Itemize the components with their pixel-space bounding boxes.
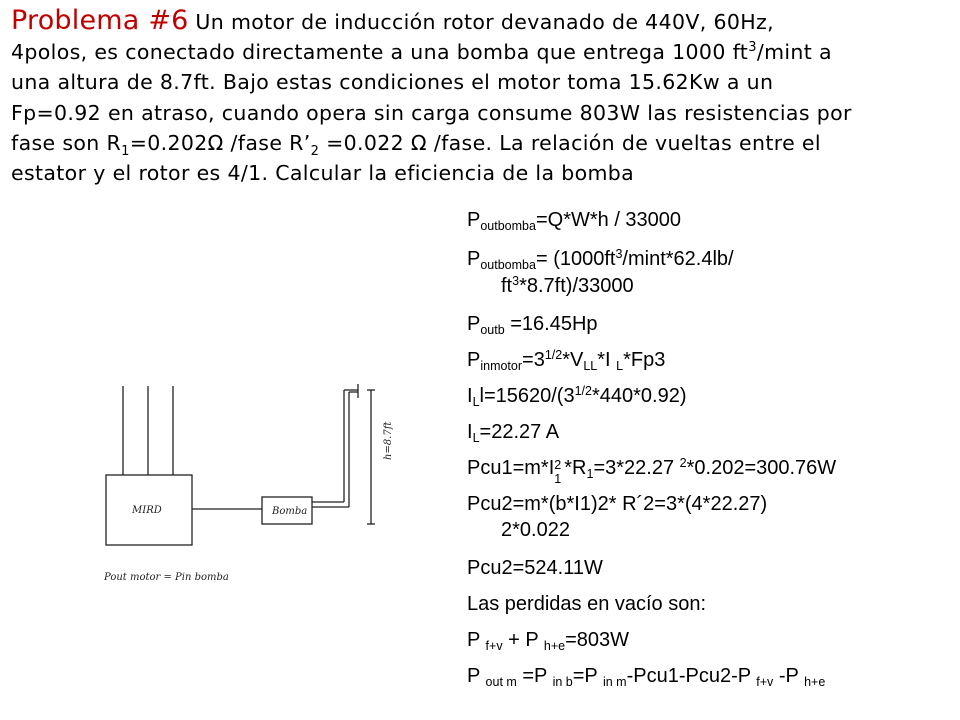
- eq-subscript: h+e: [804, 675, 826, 689]
- problem-title: Problema #6: [11, 5, 189, 36]
- eq-text: -P: [773, 665, 805, 687]
- eq-subscript: inmotor: [480, 359, 523, 373]
- eq-text: I: [467, 421, 473, 443]
- motor-pump-diagram: [96, 378, 436, 588]
- equation-line: [467, 664, 825, 688]
- eq-superscript: 3: [512, 274, 520, 288]
- equation-line: [467, 492, 767, 516]
- problem-text: /mint a una altura de 8.7ft. Bajo estas condiciones el motor toma 15.62Kw a un Fp=0.92 en atraso, cuando opera sin carga consume 803W las resistencias por fase son R: [11, 40, 852, 155]
- eq-text: + P: [502, 629, 544, 651]
- eq-text: P: [467, 629, 486, 651]
- text-line: Las perdidas en vacío son:: [467, 593, 707, 615]
- eq-subscript: L: [472, 431, 480, 445]
- eq-text: *0.202=300.76W: [686, 457, 837, 479]
- eq-subscript: 1: [586, 467, 594, 481]
- eq-text: /mint*62.4lb/: [622, 248, 734, 270]
- eq-subscript: in m: [602, 675, 627, 689]
- problem-statement: [11, 6, 856, 188]
- eq-subscript: f+v: [756, 675, 774, 689]
- eq-text: =16.45Hp: [504, 313, 598, 335]
- eq-text: l=15620/(3: [479, 385, 575, 407]
- eq-text: P: [467, 349, 481, 371]
- eq-text: P: [467, 248, 481, 270]
- equation-line: [467, 247, 734, 271]
- equation-line: Pcu1=m*I 2 1 $*R_1=3*22.27$ $^2$*0.202=300.76W: [467, 456, 837, 486]
- eq-text: *V: [562, 349, 584, 371]
- equation-line: [467, 208, 681, 232]
- equation-line: [467, 384, 687, 408]
- eq-subscript: outbomba: [480, 258, 536, 272]
- eq-text: *R: [564, 457, 587, 479]
- eq-text: Pcu1=m*I: [467, 457, 555, 479]
- eq-text: I: [467, 385, 473, 407]
- eq-text: *Fp3: [623, 349, 666, 371]
- eq-text: *440*0.92): [591, 385, 687, 407]
- eq-text: ft: [501, 275, 513, 297]
- eq-text: -Pcu1-Pcu2-P: [626, 665, 757, 687]
- eq-text: P: [467, 665, 486, 687]
- eq-text: 2*0.022: [501, 519, 570, 541]
- eq-text: *I: [597, 349, 617, 371]
- eq-superscript: 3: [615, 247, 623, 261]
- eq-text: = (1000ft: [535, 248, 616, 270]
- pump-label: Bomba: [272, 506, 308, 517]
- problem-text: =0.202Ω /fase R’: [129, 130, 311, 155]
- problem-sub: 2: [310, 143, 320, 159]
- eq-subscript: in b: [552, 675, 573, 689]
- equation-continuation: [501, 518, 570, 542]
- equation-line: [467, 312, 598, 336]
- eq-subscript: LL: [583, 359, 598, 373]
- eq-text: =22.27 A: [479, 421, 560, 443]
- eq-text: P: [467, 209, 481, 231]
- eq-text: =P: [572, 665, 603, 687]
- eq-subscript: outb: [480, 323, 505, 337]
- height-label: h=8.7ft: [383, 421, 394, 460]
- eq-superscript: 2: [679, 456, 687, 470]
- eq-text: =3*22.27: [593, 457, 680, 479]
- eq-superscript: 1/2: [544, 348, 563, 362]
- eq-text: =3: [522, 349, 545, 371]
- problem-sup: 3: [748, 40, 757, 56]
- eq-subscript: out m: [485, 675, 517, 689]
- eq-superscript: 1/2: [574, 384, 592, 398]
- eq-subscript: L: [472, 395, 480, 409]
- equation-line: [467, 420, 559, 444]
- equation-continuation: [501, 274, 634, 298]
- equation-line: [467, 348, 665, 372]
- eq-subscript: outbomba: [480, 219, 536, 233]
- diagram-caption: Pout motor = Pin bomba: [104, 572, 229, 583]
- eq-text: *8.7ft)/33000: [519, 275, 634, 297]
- equation-line: [467, 628, 629, 652]
- eq-text: =P: [516, 665, 553, 687]
- eq-text: =803W: [565, 629, 630, 651]
- eq-text: P: [467, 313, 481, 335]
- problem-text: =0.022 Ω /fase. La relación de vueltas entre el estator y el rotor es 4/1. Calcular la eficiencia de la bomba: [11, 130, 821, 186]
- motor-label: MIRD: [132, 505, 162, 516]
- problem-text: Un motor de inducción rotor devanado de 440V, 60Hz, 4polos, es conectado directamente a una bomba que entrega 1000 ft: [11, 10, 774, 65]
- eq-subscript: L: [616, 359, 624, 373]
- eq-subscript: h+e: [543, 639, 566, 653]
- problem-sub: 1: [121, 143, 130, 159]
- equation-line: Pcu2=524.11W: [467, 557, 603, 579]
- eq-text: Pcu2=m*(b*I1)2* R´2=3*(4*22.27): [467, 493, 768, 515]
- eq-text: =Q*W*h / 33000: [535, 209, 682, 231]
- eq-subscript: f+v: [485, 639, 503, 653]
